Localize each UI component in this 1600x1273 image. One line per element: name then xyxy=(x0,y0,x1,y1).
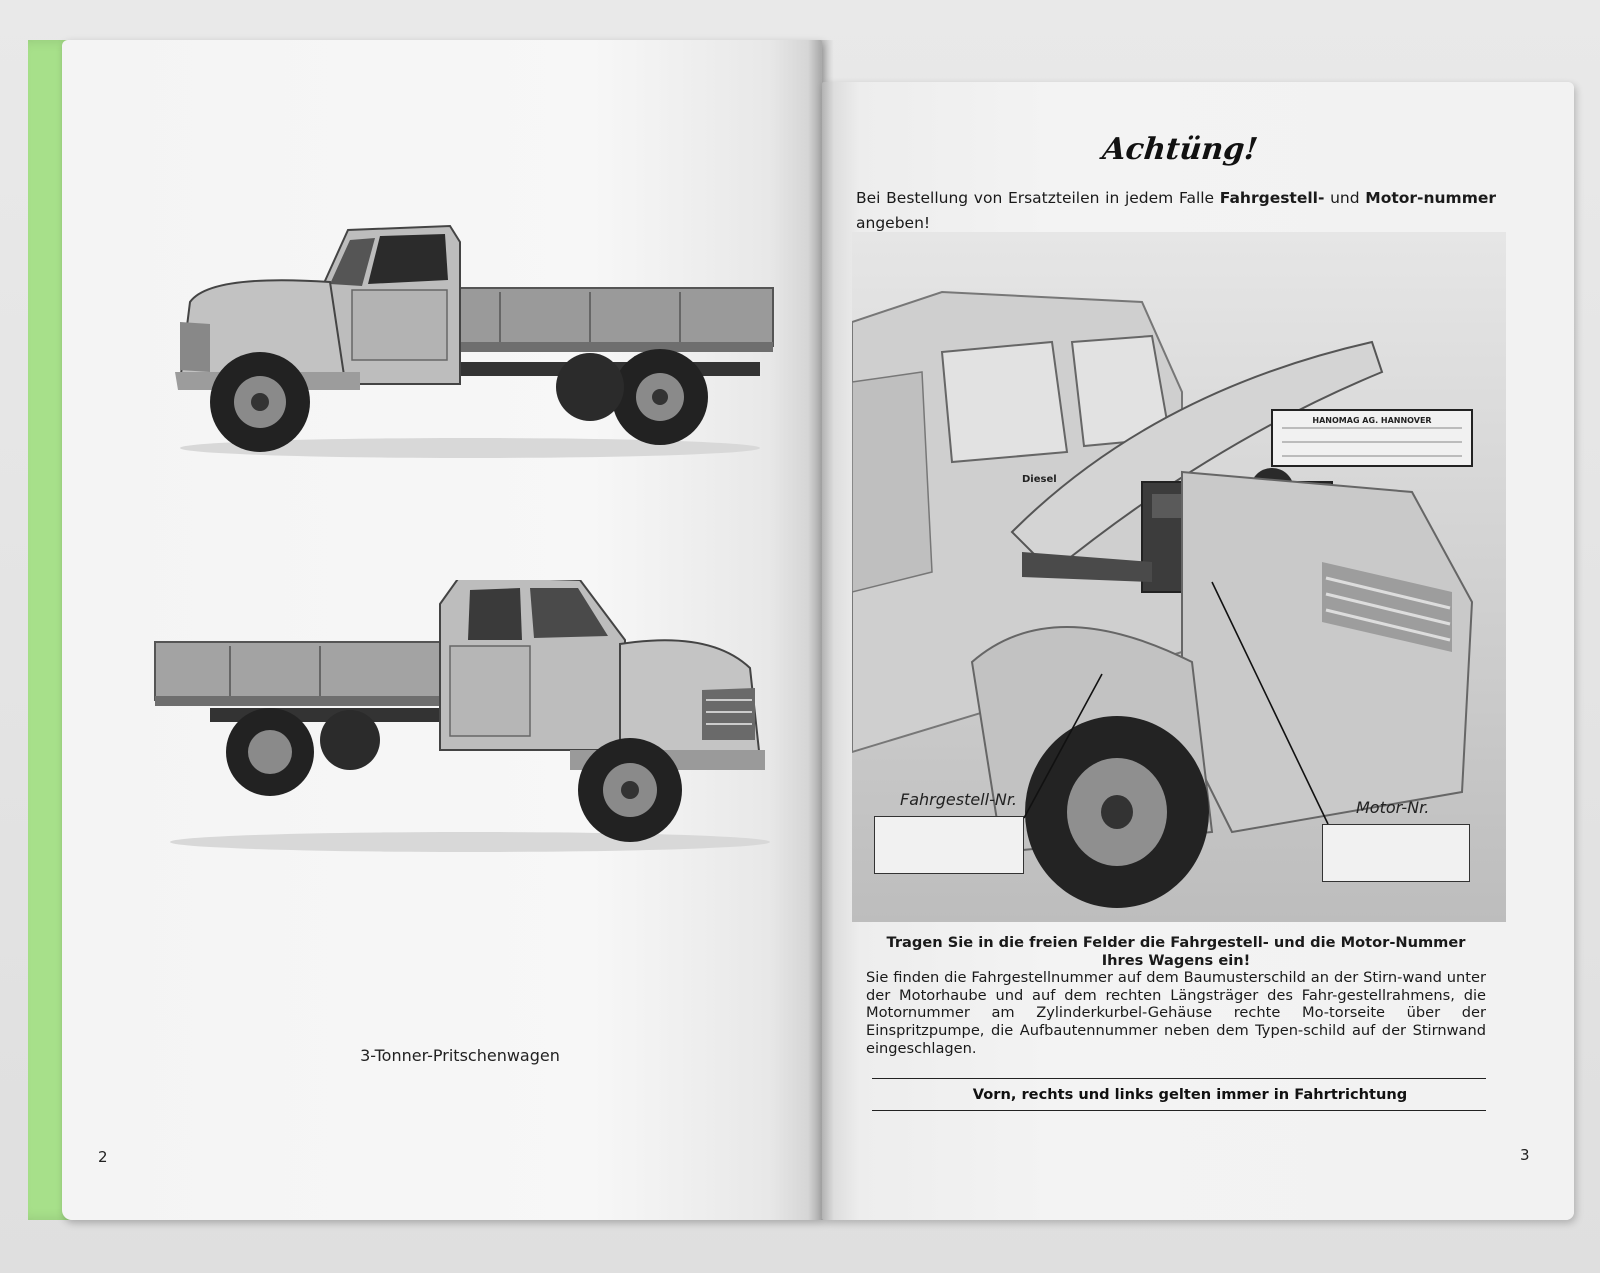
truck-photo-right-side xyxy=(150,580,780,860)
engine-number-label: Motor-Nr. xyxy=(1356,798,1430,817)
diesel-badge: Diesel xyxy=(1022,474,1057,485)
page-number-left: 2 xyxy=(98,1148,108,1166)
engine-number-box xyxy=(1322,824,1470,882)
intro-bold-1: Fahrgestell- xyxy=(1219,189,1325,207)
page-number-right: 3 xyxy=(1520,1146,1530,1164)
intro-bold-2: Motor-nummer xyxy=(1365,189,1497,207)
instruction-body: Sie finden die Fahrgestellnummer auf dem Baumusterschild an der Stirn-wand unter der Motorhaube und auf dem rechten Längsträger des Fahr-gestellrahmens, die Motornummer am Zylinderkurbel-Gehäuse rechte Mo-torseite über der Einspritzpumpe, die Aufbautennummer neben dem Typen-schild auf der Stirnwand eingeschlagen. xyxy=(866,969,1486,1057)
attention-heading: Achtüng! xyxy=(1100,132,1260,167)
intro-text-3: angeben! xyxy=(856,214,931,232)
truck-caption: 3-Tonner-Pritschenwagen xyxy=(360,1046,560,1065)
truck-photo-left-side xyxy=(170,212,780,462)
chassis-number-box xyxy=(874,816,1024,874)
chassis-number-label: Fahrgestell-Nr. xyxy=(900,790,1018,809)
divider-top xyxy=(872,1078,1486,1079)
instruction-block xyxy=(866,934,1486,1057)
instruction-heading: Tragen Sie in die freien Felder die Fahrgestell- und die Motor-Nummer Ihres Wagens ein! xyxy=(886,934,1466,969)
intro-paragraph xyxy=(856,186,1496,236)
intro-text-1: Bei Bestellung von Ersatzteilen in jedem Falle xyxy=(856,189,1220,207)
engine-diagram xyxy=(852,232,1506,922)
divider-bottom xyxy=(872,1110,1486,1111)
type-plate-title: HANOMAG AG. HANNOVER xyxy=(1312,416,1432,425)
book-gutter xyxy=(808,40,834,1220)
direction-note: Vorn, rechts und links gelten immer in Fahrtrichtung xyxy=(972,1086,1408,1103)
intro-text-2: und xyxy=(1324,189,1366,207)
